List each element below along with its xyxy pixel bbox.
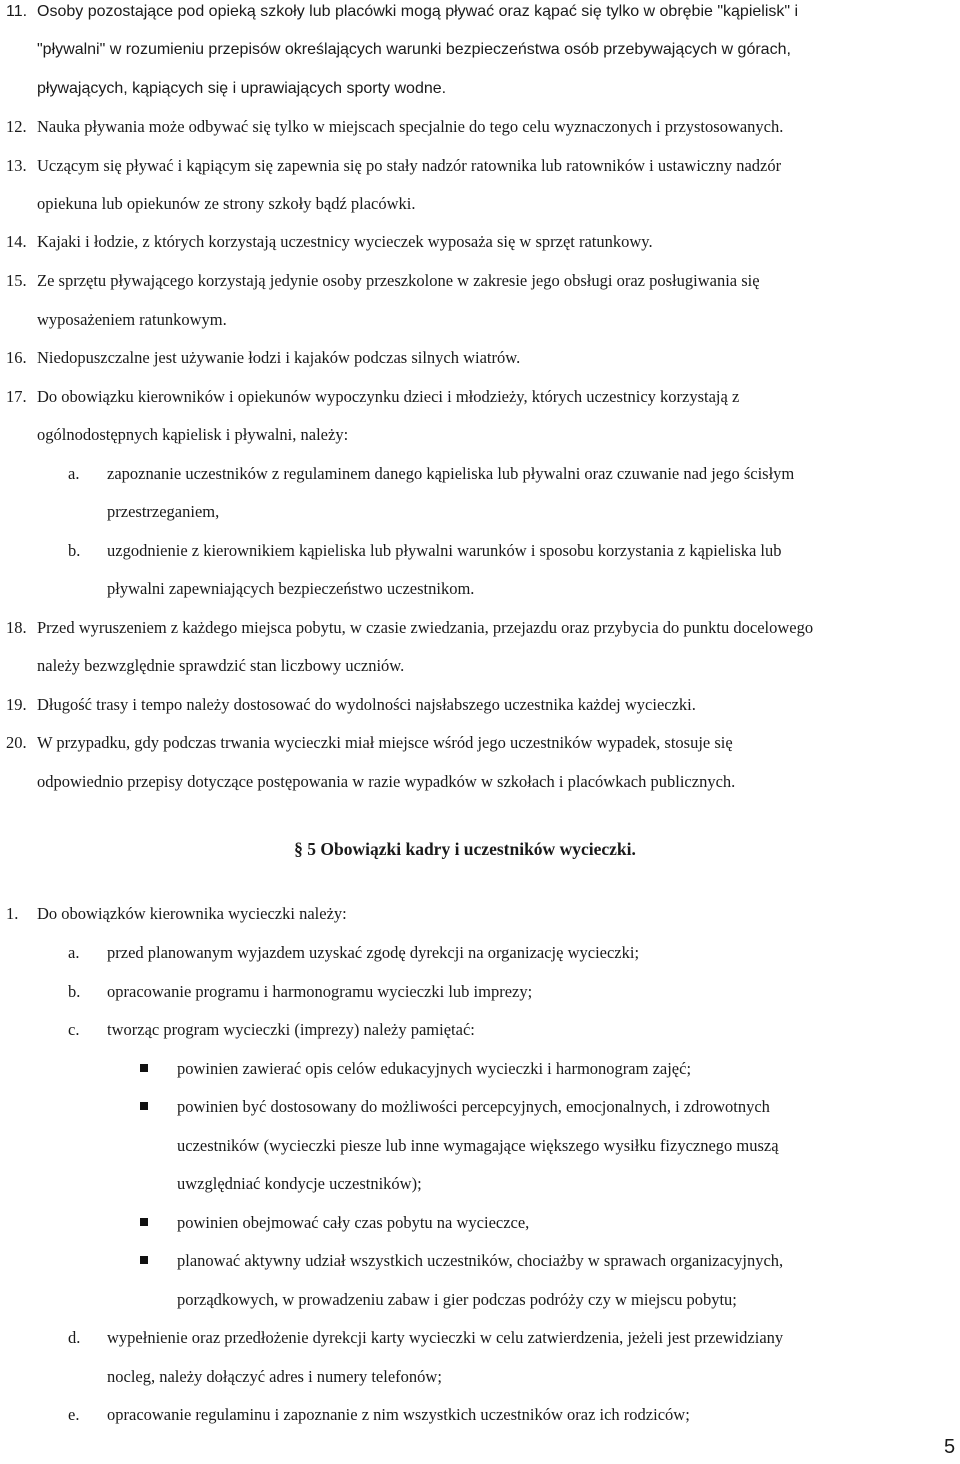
- paragraph-line: Ze sprzętu pływającego korzystają jedynie osoby przeszkolone w zakresie jego obsługi oraz posługiwania się: [37, 271, 760, 290]
- item-number: 13.: [6, 156, 27, 175]
- square-bullet-icon: [140, 1064, 148, 1072]
- square-bullet-icon: [140, 1102, 148, 1110]
- sub-item-letter: e.: [68, 1405, 80, 1424]
- sub-item-line: tworząc program wycieczki (imprezy) należy pamiętać:: [107, 1020, 475, 1039]
- paragraph-line: odpowiednio przepisy dotyczące postępowania w razie wypadków w szkołach i placówkach publicznych.: [37, 772, 736, 791]
- paragraph-line: Uczącym się pływać i kąpiącym się zapewnia się po stały nadzór ratownika lub ratowników i ustawiczny nadzór: [37, 156, 782, 175]
- paragraph-line: Długość trasy i tempo należy dostosować do wydolności najsłabszego uczestnika każdej wycieczki.: [37, 695, 696, 714]
- sub-item-line: opracowanie programu i harmonogramu wycieczki lub imprezy;: [107, 982, 533, 1001]
- bullet-line: powinien obejmować cały czas pobytu na wycieczce,: [177, 1213, 530, 1232]
- bullet-line: powinien zawierać opis celów edukacyjnych wycieczki i harmonogram zajęć;: [177, 1059, 692, 1078]
- bullet-line: powinien być dostosowany do możliwości percepcyjnych, emocjonalnych, i zdrowotnych: [177, 1097, 770, 1116]
- paragraph-line: "pływalni" w rozumieniu przepisów określających warunki bezpieczeństwa osób przebywających w górach,: [37, 41, 791, 58]
- item-number: 19.: [6, 695, 27, 714]
- sub-item-letter: b.: [68, 541, 81, 560]
- sub-item-line: nocleg, należy dołączyć adres i numery telefonów;: [107, 1367, 442, 1386]
- square-bullet-icon: [140, 1256, 148, 1264]
- bullet-line: planować aktywny udział wszystkich uczestników, chociażby w sprawach organizacyjnych,: [177, 1251, 784, 1270]
- sub-item-letter: a.: [68, 943, 80, 962]
- sub-item-letter: d.: [68, 1328, 81, 1347]
- item-number: 18.: [6, 618, 27, 637]
- item-number: 1.: [6, 904, 19, 923]
- page-number: 5: [944, 1436, 956, 1458]
- paragraph-line: Do obowiązku kierowników i opiekunów wypoczynku dzieci i młodzieży, których uczestnicy korzystają z: [37, 387, 740, 406]
- sub-item-letter: c.: [68, 1020, 80, 1039]
- item-number: 12.: [6, 117, 27, 136]
- item-number: 15.: [6, 271, 27, 290]
- square-bullet-icon: [140, 1218, 148, 1226]
- item-number: 11.: [6, 3, 28, 20]
- paragraph-line: Osoby pozostające pod opieką szkoły lub placówki mogą pływać oraz kąpać się tylko w obrębie "kąpielisk" i: [37, 3, 799, 20]
- paragraph-line: Kajaki i łodzie, z których korzystają uczestnicy wycieczek wyposaża się w sprzęt ratunkowy.: [37, 232, 653, 251]
- bullet-line: uwzględniać kondycje uczestników);: [177, 1174, 422, 1193]
- sub-item-line: przed planowanym wyjazdem uzyskać zgodę dyrekcji na organizację wycieczki;: [107, 943, 640, 962]
- paragraph-line: Przed wyruszeniem z każdego miejsca pobytu, w czasie zwiedzania, przejazdu oraz przybycia do punktu docelowego: [37, 618, 814, 637]
- paragraph-line: opiekuna lub opiekunów ze strony szkoły bądź placówki.: [37, 194, 416, 213]
- paragraph-line: należy bezwzględnie sprawdzić stan liczbowy uczniów.: [37, 656, 405, 675]
- paragraph-line: Niedopuszczalne jest używanie łodzi i kajaków podczas silnych wiatrów.: [37, 348, 521, 367]
- sub-item-letter: a.: [68, 464, 80, 483]
- sub-item-line: opracowanie regulaminu i zapoznanie z nim wszystkich uczestników oraz ich rodziców;: [107, 1405, 690, 1424]
- item-number: 16.: [6, 348, 27, 367]
- paragraph-line: W przypadku, gdy podczas trwania wycieczki miał miejsce wśród jego uczestników wypadek, stosuje się: [37, 733, 733, 752]
- paragraph-line: ogólnodostępnych kąpielisk i pływalni, należy:: [37, 425, 349, 444]
- paragraph-line: wyposażeniem ratunkowym.: [37, 310, 227, 329]
- sub-item-line: uzgodnienie z kierownikiem kąpieliska lub pływalni warunków i sposobu korzystania z kąpieliska lub: [107, 541, 782, 560]
- paragraph-line: Do obowiązków kierownika wycieczki należy:: [37, 904, 347, 923]
- bullet-line: porządkowych, w prowadzeniu zabaw i gier podczas podróży czy w miejscu pobytu;: [177, 1290, 737, 1309]
- paragraph-line: Nauka pływania może odbywać się tylko w miejscach specjalnie do tego celu wyznaczonych i przystosowanych.: [37, 117, 784, 136]
- sub-item-letter: b.: [68, 982, 81, 1001]
- sub-item-line: zapoznanie uczestników z regulaminem danego kąpieliska lub pływalni oraz czuwanie nad jego ścisłym: [107, 464, 795, 483]
- item-number: 20.: [6, 733, 27, 752]
- bullet-line: uczestników (wycieczki piesze lub inne wymagające większego wysiłku fizycznego muszą: [177, 1136, 779, 1155]
- item-number: 14.: [6, 232, 27, 251]
- item-number: 17.: [6, 387, 27, 406]
- sub-item-line: pływalni zapewniających bezpieczeństwo uczestnikom.: [107, 579, 475, 598]
- section-heading: § 5 Obowiązki kadry i uczestników wycieczki.: [294, 839, 636, 859]
- sub-item-line: wypełnienie oraz przedłożenie dyrekcji karty wycieczki w celu zatwierdzenia, jeżeli jest przewidziany: [107, 1328, 784, 1347]
- paragraph-line: pływających, kąpiących się i uprawiających sporty wodne.: [37, 80, 447, 97]
- sub-item-line: przestrzeganiem,: [107, 502, 220, 521]
